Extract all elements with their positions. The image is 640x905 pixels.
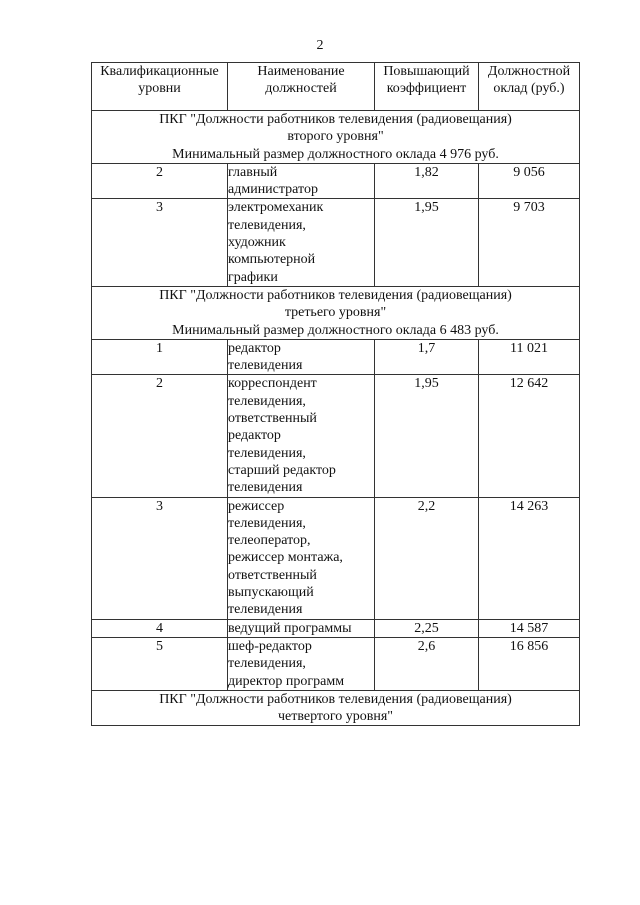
qualification-level-cell: 1 xyxy=(92,339,228,375)
position-name-line: компьютерной xyxy=(228,252,316,268)
position-name-line: старший редактор xyxy=(228,462,336,478)
position-name-line: телевидения xyxy=(228,480,303,496)
position-name-line: графики xyxy=(228,269,278,285)
qualification-level-cell: 5 xyxy=(92,637,228,690)
group-header-row xyxy=(92,111,580,164)
table-row xyxy=(92,163,580,199)
position-name-line: ведущий программы xyxy=(228,620,352,636)
position-name-line: ответственный xyxy=(228,411,317,427)
position-name-line: редактор xyxy=(228,428,281,444)
position-name-line: телевидения, xyxy=(228,515,306,531)
qualification-level-cell: 3 xyxy=(92,199,228,286)
position-name-line: телевидения, xyxy=(228,445,306,461)
position-name-cell xyxy=(228,375,375,497)
position-name-cell xyxy=(228,199,375,286)
position-name-cell xyxy=(228,619,375,637)
table-row xyxy=(92,199,580,286)
table-row xyxy=(92,375,580,497)
group-title: ПКГ "Должности работников телевидения (радиовещания) четвертого уровня" xyxy=(159,691,512,725)
qualification-level-cell: 4 xyxy=(92,619,228,637)
group-header-row xyxy=(92,286,580,339)
table-row xyxy=(92,637,580,690)
position-name-line: директор программ xyxy=(228,673,345,689)
position-name-line: шеф-редактор xyxy=(228,638,312,654)
header-coefficient: Повышающий коэффициент xyxy=(375,63,479,111)
header-salary: Должностной оклад (руб.) xyxy=(479,63,580,111)
coefficient-cell: 1,95 xyxy=(375,199,479,286)
qualification-level-cell: 2 xyxy=(92,375,228,497)
group-header-cell xyxy=(92,286,580,339)
position-name-line: режиссер xyxy=(228,498,285,514)
salary-table xyxy=(91,62,580,726)
position-name-line: режиссер монтажа, xyxy=(228,550,343,566)
position-name-line: телеоператор, xyxy=(228,533,311,549)
salary-cell: 12 642 xyxy=(479,375,580,497)
position-name-line: выпускающий xyxy=(228,585,314,601)
position-name-line: художник xyxy=(228,235,286,251)
group-title: ПКГ "Должности работников телевидения (радиовещания) третьего уровня" xyxy=(159,287,512,321)
salary-cell: 14 263 xyxy=(479,497,580,619)
position-name-cell xyxy=(228,163,375,199)
position-name-line: телевидения, xyxy=(228,656,306,672)
table-body xyxy=(92,111,580,726)
coefficient-cell: 2,2 xyxy=(375,497,479,619)
table-row xyxy=(92,339,580,375)
header-qualification-levels: Квалификационные уровни xyxy=(92,63,228,111)
salary-cell: 11 021 xyxy=(479,339,580,375)
table-row xyxy=(92,497,580,619)
coefficient-cell: 2,6 xyxy=(375,637,479,690)
position-name-cell xyxy=(228,497,375,619)
position-name-line: ответственный xyxy=(228,567,317,583)
coefficient-cell: 2,25 xyxy=(375,619,479,637)
coefficient-cell: 1,82 xyxy=(375,163,479,199)
position-name-line: администратор xyxy=(228,182,318,198)
position-name-line: телевидения, xyxy=(228,393,306,409)
page-number: 2 xyxy=(316,38,324,53)
position-name-cell xyxy=(228,339,375,375)
table-header-row xyxy=(92,63,580,111)
coefficient-cell: 1,7 xyxy=(375,339,479,375)
position-name-line: телевидения xyxy=(228,358,303,374)
salary-cell: 9 703 xyxy=(479,199,580,286)
table-row xyxy=(92,619,580,637)
salary-cell: 14 587 xyxy=(479,619,580,637)
position-name-line: электромеханик xyxy=(228,200,324,216)
qualification-level-cell: 2 xyxy=(92,163,228,199)
salary-cell: 16 856 xyxy=(479,637,580,690)
qualification-level-cell: 3 xyxy=(92,497,228,619)
position-name-line: телевидения, xyxy=(228,217,306,233)
coefficient-cell: 1,95 xyxy=(375,375,479,497)
salary-cell: 9 056 xyxy=(479,163,580,199)
group-header-cell xyxy=(92,690,580,726)
group-min-salary: Минимальный размер должностного оклада 6 483 руб. xyxy=(172,322,499,338)
header-position-names: Наименование должностей xyxy=(228,63,375,111)
position-name-line: телевидения xyxy=(228,602,303,618)
group-min-salary: Минимальный размер должностного оклада 4 976 руб. xyxy=(172,146,499,162)
group-header-cell xyxy=(92,111,580,164)
position-name-line: главный xyxy=(228,164,278,180)
position-name-line: корреспондент xyxy=(228,376,317,392)
group-header-row xyxy=(92,690,580,726)
position-name-cell xyxy=(228,637,375,690)
position-name-line: редактор xyxy=(228,340,281,356)
group-title: ПКГ "Должности работников телевидения (радиовещания) второго уровня" xyxy=(159,112,512,145)
